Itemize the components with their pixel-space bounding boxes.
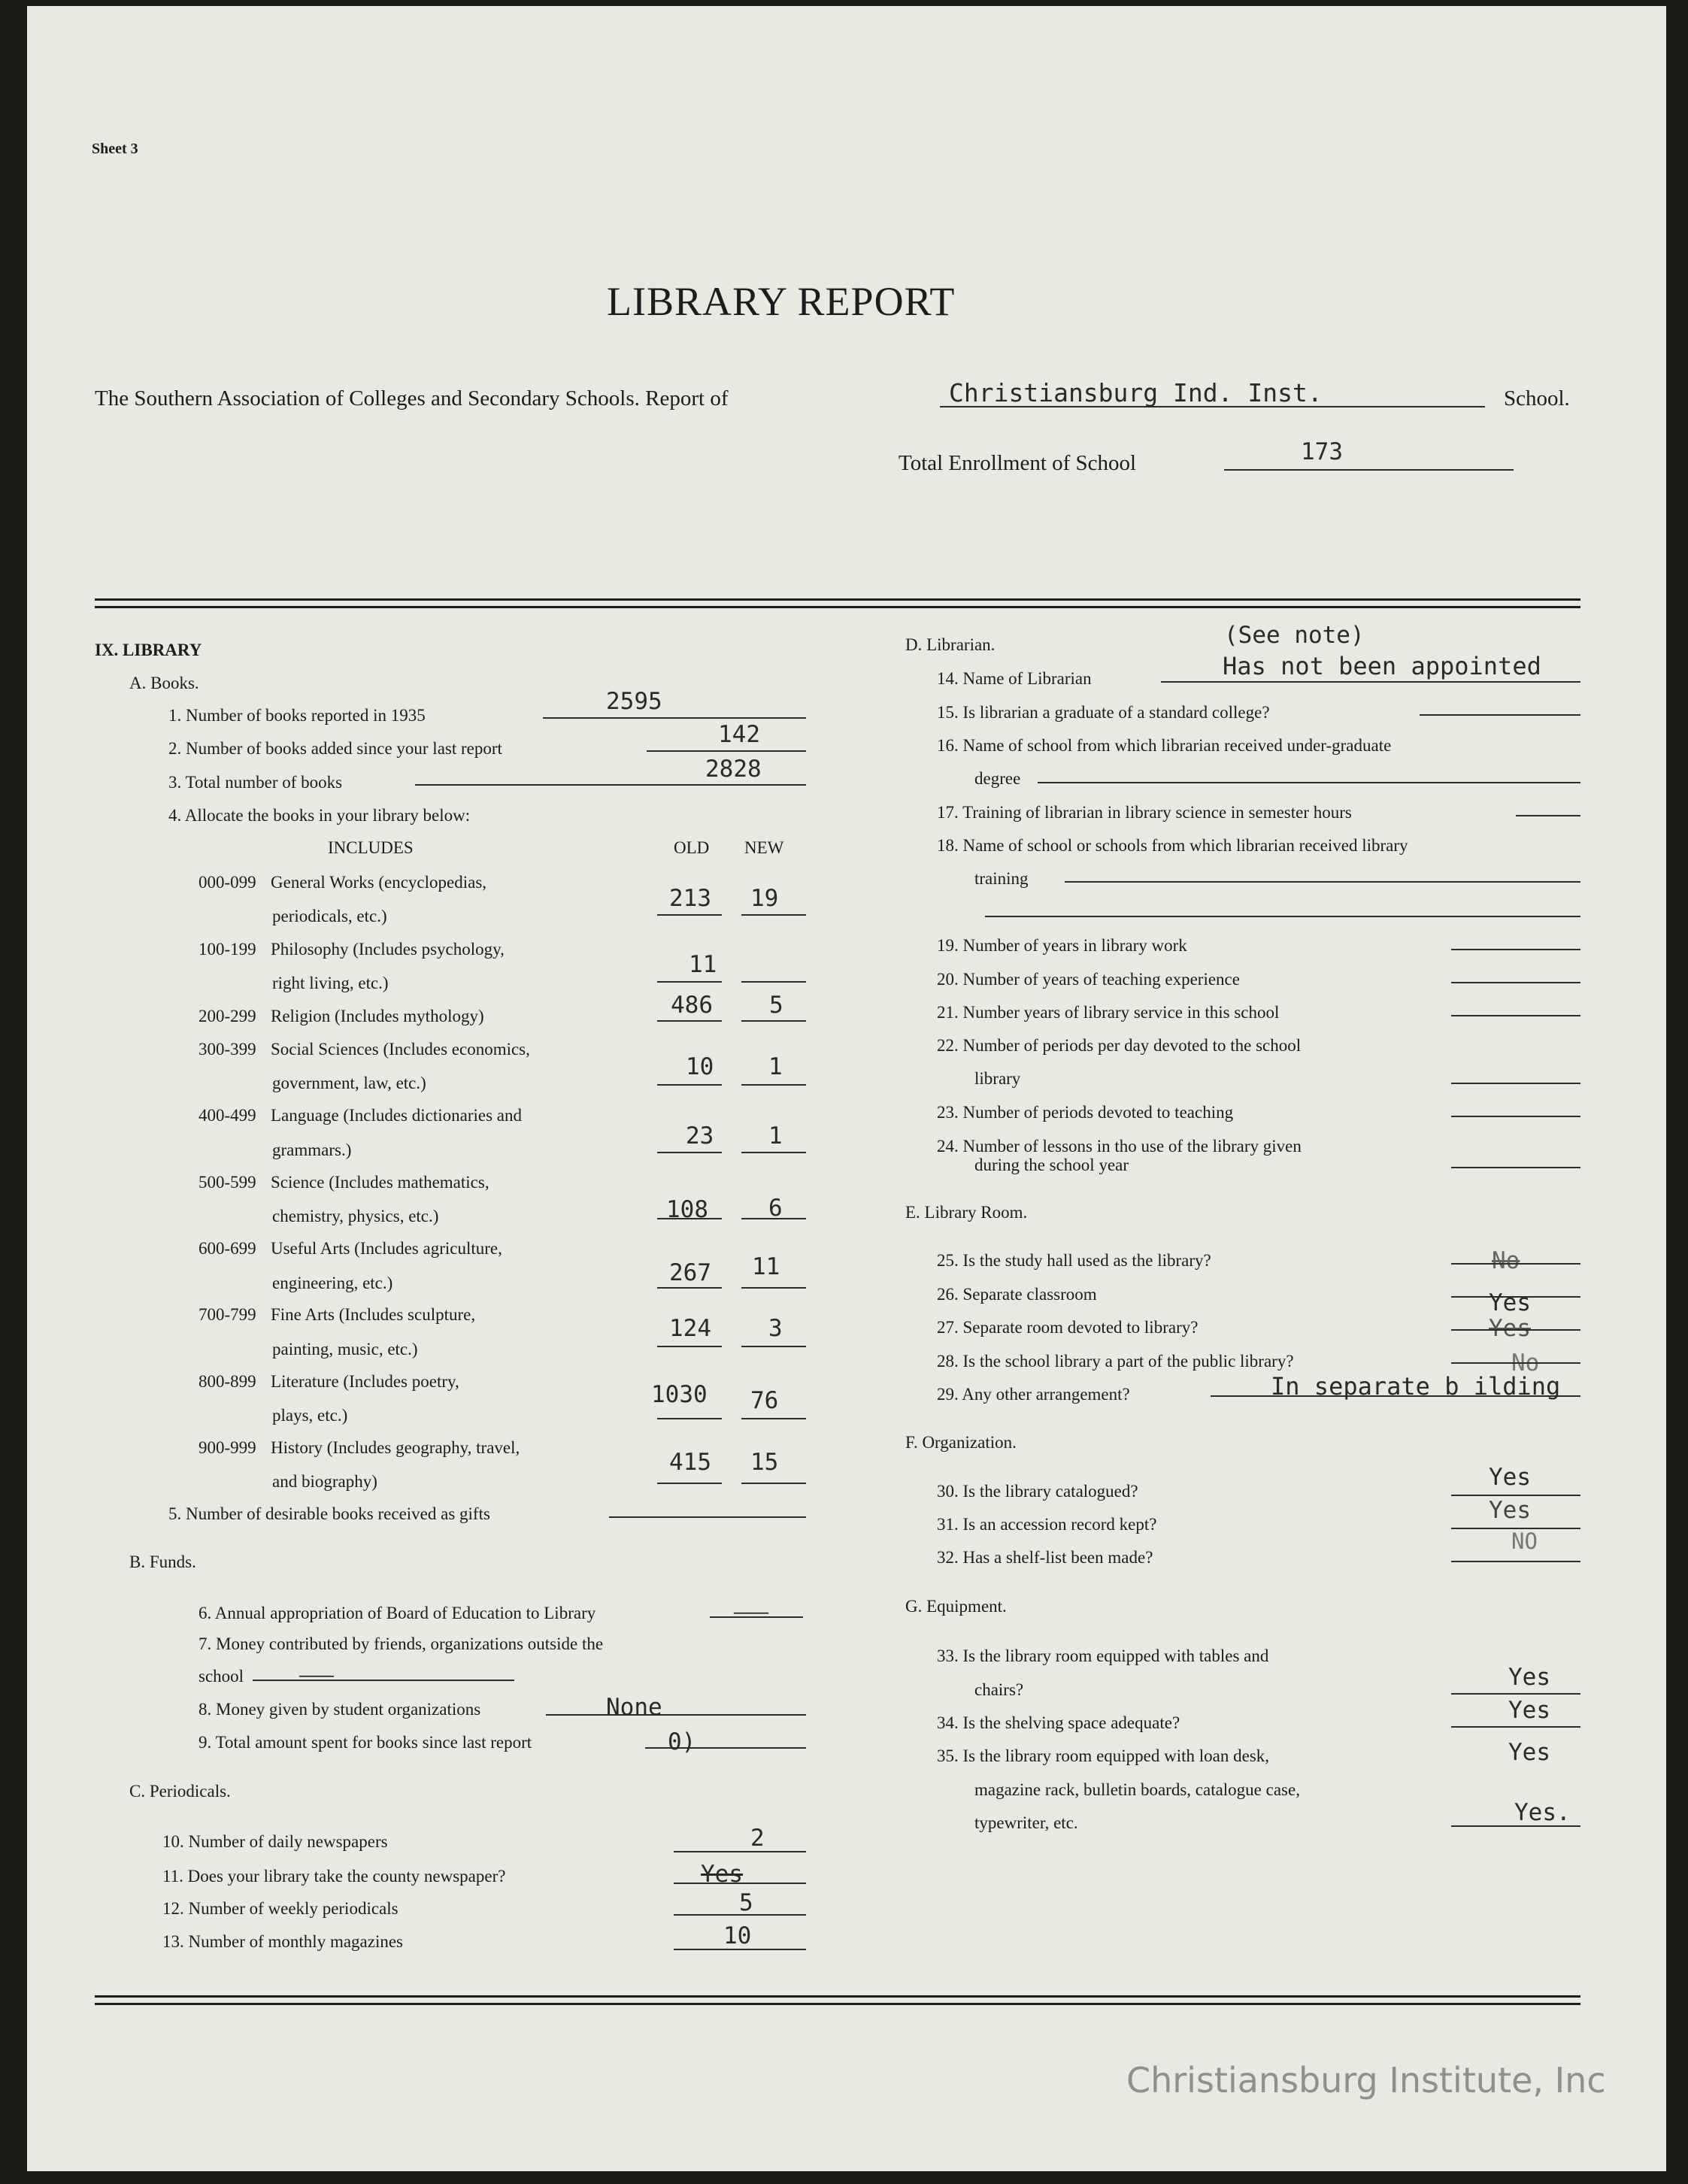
q17-label: 17. Training of librarian in library science in semester hours bbox=[937, 803, 1352, 822]
q1-line bbox=[543, 717, 806, 719]
q28-line bbox=[1451, 1362, 1580, 1364]
category-desc-2: plays, etc.) bbox=[272, 1406, 348, 1425]
q27-line bbox=[1451, 1329, 1580, 1331]
q32-value: NO bbox=[1511, 1528, 1538, 1554]
q30-label: 30. Is the library catalogued? bbox=[937, 1482, 1138, 1501]
q13-value: 10 bbox=[723, 1922, 752, 1949]
q14-label: 14. Name of Librarian bbox=[937, 669, 1092, 688]
q34-label: 34. Is the shelving space adequate? bbox=[937, 1713, 1180, 1732]
q18-label-2: training bbox=[974, 869, 1029, 888]
q30-value: Yes bbox=[1489, 1464, 1531, 1491]
sheet-number: Sheet 3 bbox=[92, 141, 138, 157]
category-new-value: 15 bbox=[750, 1449, 779, 1476]
category-desc: Social Sciences (Includes economics, bbox=[271, 1040, 530, 1059]
q35-label-2: magazine rack, bulletin boards, catalogue case, bbox=[974, 1780, 1300, 1799]
category-new-line bbox=[741, 1483, 806, 1484]
q19-label: 19. Number of years in library work bbox=[937, 936, 1187, 955]
category-new-value: 6 bbox=[768, 1195, 783, 1222]
category-desc: Religion (Includes mythology) bbox=[271, 1007, 484, 1025]
category-old-value: 124 bbox=[669, 1315, 711, 1342]
category-new-line bbox=[741, 1020, 806, 1022]
q24-line bbox=[1451, 1167, 1580, 1168]
q5-line bbox=[609, 1516, 806, 1518]
q19-line bbox=[1451, 949, 1580, 950]
q34-value: Yes bbox=[1508, 1697, 1550, 1724]
page-title: LIBRARY REPORT bbox=[607, 279, 956, 324]
q35-value-2: Yes. bbox=[1514, 1799, 1571, 1826]
enrollment-value: 173 bbox=[1301, 438, 1343, 465]
q14-line bbox=[1161, 681, 1580, 683]
q35-value: Yes bbox=[1508, 1739, 1550, 1766]
includes-header: INCLUDES bbox=[328, 838, 414, 857]
q2-label: 2. Number of books added since your last report bbox=[168, 739, 502, 758]
q14-value: Has not been appointed bbox=[1223, 652, 1541, 680]
category-new-line bbox=[741, 981, 806, 983]
q29-label: 29. Any other arrangement? bbox=[937, 1385, 1130, 1404]
q10-label: 10. Number of daily newspapers bbox=[162, 1832, 388, 1851]
category-new-line bbox=[741, 1346, 806, 1347]
q2-value: 142 bbox=[718, 721, 760, 748]
category-old-line bbox=[657, 1084, 722, 1086]
q16-label: 16. Name of school from which librarian received under-graduate bbox=[937, 736, 1392, 755]
category-old-line bbox=[657, 1346, 722, 1347]
q24-label: 24. Number of lessons in tho use of the library given bbox=[937, 1137, 1302, 1156]
q15-label: 15. Is librarian a graduate of a standard college? bbox=[937, 703, 1270, 722]
category-old-line bbox=[657, 914, 722, 916]
top-rule-1 bbox=[95, 598, 1580, 601]
category-code: 800-899 bbox=[198, 1372, 256, 1391]
category-old-value: 213 bbox=[669, 885, 711, 912]
q9-line bbox=[645, 1747, 806, 1749]
room-heading: E. Library Room. bbox=[905, 1203, 1028, 1222]
q25-value: No bbox=[1492, 1247, 1520, 1274]
q7-value: —— bbox=[299, 1665, 334, 1684]
category-old-value: 108 bbox=[666, 1196, 708, 1223]
category-old-value: 11 bbox=[689, 951, 717, 978]
q13-label: 13. Number of monthly magazines bbox=[162, 1932, 404, 1951]
category-old-line bbox=[657, 1218, 722, 1219]
q25-label: 25. Is the study hall used as the library? bbox=[937, 1251, 1211, 1270]
q18-label: 18. Name of school or schools from which librarian received library bbox=[937, 836, 1408, 855]
new-header: NEW bbox=[744, 838, 784, 857]
q12-label: 12. Number of weekly periodicals bbox=[162, 1899, 399, 1918]
category-desc-2: engineering, etc.) bbox=[272, 1274, 393, 1292]
category-code: 600-699 bbox=[198, 1239, 256, 1258]
q33-label: 33. Is the library room equipped with tables and bbox=[937, 1646, 1269, 1665]
enrollment-line bbox=[1224, 469, 1514, 471]
category-desc-2: chemistry, physics, etc.) bbox=[272, 1207, 439, 1225]
top-rule-2 bbox=[95, 606, 1580, 608]
category-new-value: 76 bbox=[750, 1387, 779, 1414]
q35-label-3: typewriter, etc. bbox=[974, 1813, 1078, 1832]
q11-label: 11. Does your library take the county newspaper? bbox=[162, 1867, 506, 1886]
category-desc: History (Includes geography, travel, bbox=[271, 1438, 520, 1457]
q15-line bbox=[1420, 714, 1580, 716]
category-code: 400-499 bbox=[198, 1106, 256, 1125]
books-heading: A. Books. bbox=[129, 674, 199, 692]
q1-value: 2595 bbox=[606, 688, 662, 715]
q17-line bbox=[1516, 815, 1580, 816]
q20-label: 20. Number of years of teaching experience bbox=[937, 970, 1240, 989]
q26-label: 26. Separate classroom bbox=[937, 1285, 1097, 1304]
category-old-line bbox=[657, 1152, 722, 1153]
category-new-line bbox=[741, 914, 806, 916]
category-new-value: 19 bbox=[750, 885, 779, 912]
q32-label: 32. Has a shelf-list been made? bbox=[937, 1548, 1153, 1567]
category-code: 300-399 bbox=[198, 1040, 256, 1059]
q16-label-2: degree bbox=[974, 769, 1021, 788]
funds-heading: B. Funds. bbox=[129, 1552, 196, 1571]
periodicals-heading: C. Periodicals. bbox=[129, 1782, 231, 1801]
category-new-value: 5 bbox=[769, 992, 783, 1019]
category-desc-2: right living, etc.) bbox=[272, 974, 389, 992]
q5-label: 5. Number of desirable books received as gifts bbox=[168, 1504, 490, 1523]
q34-line bbox=[1451, 1726, 1580, 1728]
category-old-value: 23 bbox=[686, 1122, 714, 1150]
bottom-rule-1 bbox=[95, 1995, 1580, 1998]
q18-line-2 bbox=[985, 916, 1580, 917]
q4-label: 4. Allocate the books in your library below: bbox=[168, 806, 471, 825]
q27-label: 27. Separate room devoted to library? bbox=[937, 1318, 1199, 1337]
q9-value: 0) bbox=[668, 1728, 696, 1755]
q3-line bbox=[415, 784, 806, 786]
q1-label: 1. Number of books reported in 1935 bbox=[168, 706, 426, 725]
q16-line bbox=[1038, 782, 1580, 783]
q3-label: 3. Total number of books bbox=[168, 773, 343, 792]
q2-line bbox=[647, 750, 806, 752]
q31-value: Yes bbox=[1489, 1497, 1531, 1524]
school-name-line bbox=[940, 406, 1485, 407]
category-old-line bbox=[657, 1483, 722, 1484]
q26-value: Yes bbox=[1489, 1289, 1531, 1316]
q23-line bbox=[1451, 1116, 1580, 1117]
q33-value: Yes bbox=[1508, 1664, 1550, 1691]
category-desc-2: periodicals, etc.) bbox=[272, 907, 387, 925]
category-old-line bbox=[657, 981, 722, 983]
q8-label: 8. Money given by student organizations bbox=[198, 1700, 481, 1719]
q10-line bbox=[674, 1851, 806, 1852]
category-new-value: 11 bbox=[752, 1253, 780, 1280]
category-new-line bbox=[741, 1084, 806, 1086]
category-code: 900-999 bbox=[198, 1438, 256, 1457]
q8-line bbox=[546, 1714, 806, 1716]
q31-label: 31. Is an accession record kept? bbox=[937, 1515, 1157, 1534]
q7-label: 7. Money contributed by friends, organizations outside the bbox=[198, 1634, 604, 1653]
category-old-value: 267 bbox=[669, 1259, 711, 1286]
category-desc: Language (Includes dictionaries and bbox=[271, 1106, 523, 1125]
q7-line bbox=[253, 1680, 514, 1681]
category-old-value: 415 bbox=[669, 1449, 711, 1476]
category-new-line bbox=[741, 1418, 806, 1419]
q18-line bbox=[1065, 881, 1580, 883]
q13-line bbox=[674, 1949, 806, 1950]
category-code: 700-799 bbox=[198, 1305, 256, 1324]
enrollment-label: Total Enrollment of School bbox=[899, 451, 1137, 475]
q33-label-2: chairs? bbox=[974, 1680, 1024, 1699]
q9-label: 9. Total amount spent for books since last report bbox=[198, 1733, 532, 1752]
category-desc: Philosophy (Includes psychology, bbox=[271, 940, 505, 959]
q27-value: Yes bbox=[1489, 1315, 1531, 1342]
category-new-line bbox=[741, 1287, 806, 1289]
q8-value: None bbox=[606, 1694, 662, 1721]
q26-line bbox=[1451, 1296, 1580, 1298]
q6-value: —— bbox=[734, 1602, 768, 1621]
q21-label: 21. Number years of library service in this school bbox=[937, 1003, 1280, 1022]
category-desc-2: government, law, etc.) bbox=[272, 1074, 426, 1092]
category-code: 500-599 bbox=[198, 1173, 256, 1192]
q35-label: 35. Is the library room equipped with loan desk, bbox=[937, 1746, 1270, 1765]
q23-label: 23. Number of periods devoted to teaching bbox=[937, 1103, 1234, 1122]
category-desc-2: painting, music, etc.) bbox=[272, 1340, 418, 1359]
organization-heading: F. Organization. bbox=[905, 1433, 1017, 1452]
q25-line bbox=[1451, 1263, 1580, 1265]
section-heading: IX. LIBRARY bbox=[95, 641, 202, 659]
category-new-line bbox=[741, 1218, 806, 1219]
category-old-value: 486 bbox=[671, 992, 713, 1019]
category-old-line bbox=[657, 1287, 722, 1289]
q11-line bbox=[674, 1883, 806, 1884]
category-new-value: 1 bbox=[768, 1053, 783, 1080]
q35-line bbox=[1451, 1825, 1580, 1827]
q3-value: 2828 bbox=[705, 756, 762, 783]
category-new-value: 3 bbox=[768, 1315, 783, 1342]
category-desc: Useful Arts (Includes agriculture, bbox=[271, 1239, 502, 1258]
q7-label-2: school bbox=[198, 1667, 244, 1686]
category-desc: Science (Includes mathematics, bbox=[271, 1173, 489, 1192]
category-old-line bbox=[657, 1418, 722, 1419]
q10-value: 2 bbox=[750, 1825, 765, 1852]
category-desc-2: and biography) bbox=[272, 1472, 377, 1491]
category-new-line bbox=[741, 1152, 806, 1153]
old-header: OLD bbox=[674, 838, 710, 857]
q21-line bbox=[1451, 1015, 1580, 1016]
watermark: Christiansburg Institute, Inc bbox=[1126, 2060, 1606, 2101]
q28-value: No bbox=[1511, 1349, 1540, 1377]
q22-label: 22. Number of periods per day devoted to the school bbox=[937, 1036, 1302, 1055]
q29-value: In separate b ilding bbox=[1271, 1372, 1561, 1401]
q33-line bbox=[1451, 1693, 1580, 1695]
q22-label-2: library bbox=[974, 1069, 1021, 1088]
q11-value: Yes bbox=[701, 1861, 743, 1888]
association-prefix: The Southern Association of Colleges and Secondary Schools. Report of bbox=[95, 386, 729, 410]
q29-line bbox=[1211, 1395, 1580, 1397]
equipment-heading: G. Equipment. bbox=[905, 1597, 1007, 1616]
category-code: 200-299 bbox=[198, 1007, 256, 1025]
q12-line bbox=[674, 1914, 806, 1916]
category-code: 100-199 bbox=[198, 940, 256, 959]
category-desc: Fine Arts (Includes sculpture, bbox=[271, 1305, 476, 1324]
q28-label: 28. Is the school library a part of the public library? bbox=[937, 1352, 1294, 1371]
q12-value: 5 bbox=[739, 1889, 753, 1916]
category-old-line bbox=[657, 1020, 722, 1022]
q6-label: 6. Annual appropriation of Board of Education to Library bbox=[198, 1604, 596, 1622]
librarian-note: (See note) bbox=[1224, 622, 1365, 649]
category-old-value: 1030 bbox=[651, 1381, 708, 1408]
librarian-heading: D. Librarian. bbox=[905, 635, 996, 654]
q30-line bbox=[1451, 1495, 1580, 1496]
school-name-value: Christiansburg Ind. Inst. bbox=[949, 378, 1323, 407]
category-desc-2: grammars.) bbox=[272, 1140, 352, 1159]
bottom-rule-2 bbox=[95, 2003, 1580, 2005]
category-desc: General Works (encyclopedias, bbox=[271, 873, 487, 892]
q6-line bbox=[710, 1616, 803, 1618]
q24-label-2: during the school year bbox=[974, 1156, 1129, 1174]
category-old-value: 10 bbox=[686, 1053, 714, 1080]
category-new-value: 1 bbox=[768, 1122, 783, 1150]
q22-line bbox=[1451, 1083, 1580, 1084]
q20-line bbox=[1451, 982, 1580, 983]
school-suffix: School. bbox=[1504, 386, 1570, 410]
category-code: 000-099 bbox=[198, 873, 256, 892]
q32-line bbox=[1451, 1561, 1580, 1562]
category-desc: Literature (Includes poetry, bbox=[271, 1372, 459, 1391]
